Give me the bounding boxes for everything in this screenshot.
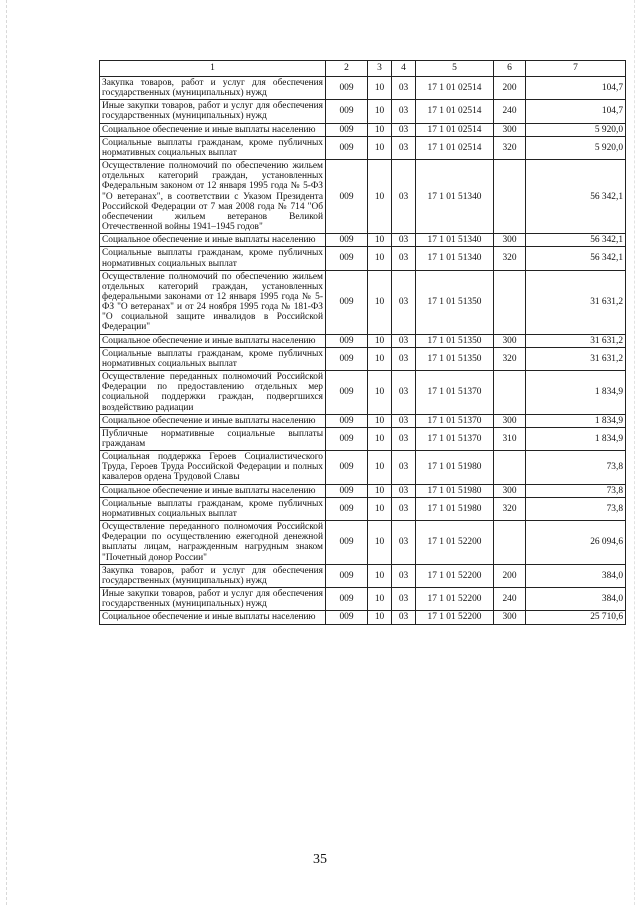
table-row: [100, 160, 626, 234]
row-target-article: 17 1 01 51370: [416, 427, 494, 450]
table-row: [100, 564, 626, 587]
row-target-article: 17 1 01 02514: [416, 136, 494, 159]
row-subsection-code: 03: [392, 521, 416, 565]
table-row: [100, 136, 626, 159]
row-subsection-code: 03: [392, 123, 416, 136]
header-col-1: 1: [100, 61, 326, 77]
row-subsection-code: 03: [392, 247, 416, 270]
scan-edge-left: [6, 0, 7, 905]
table-row: [100, 347, 626, 370]
header-col-4: 4: [392, 61, 416, 77]
row-ministry-code: 009: [326, 234, 368, 247]
header-col-3: 3: [368, 61, 392, 77]
row-section-code: 10: [368, 588, 392, 611]
row-amount: 73,8: [526, 484, 626, 497]
row-expense-type: 300: [494, 484, 526, 497]
row-target-article: 17 1 01 51340: [416, 160, 494, 234]
row-amount: 73,8: [526, 451, 626, 484]
row-expense-type: 240: [494, 100, 526, 123]
row-section-code: 10: [368, 414, 392, 427]
table-row: [100, 451, 626, 484]
row-expense-type: 300: [494, 334, 526, 347]
row-subsection-code: 03: [392, 77, 416, 100]
row-amount: 56 342,1: [526, 234, 626, 247]
row-section-code: 10: [368, 427, 392, 450]
row-name: Социальное обеспечение и иные выплаты населению: [100, 414, 326, 427]
row-name: Иные закупки товаров, работ и услуг для обеспечения государственных (муниципальных) нужд: [100, 588, 326, 611]
row-name: Иные закупки товаров, работ и услуг для обеспечения государственных (муниципальных) нужд: [100, 100, 326, 123]
row-subsection-code: 03: [392, 427, 416, 450]
row-name: Закупка товаров, работ и услуг для обеспечения государственных (муниципальных) нужд: [100, 77, 326, 100]
row-target-article: 17 1 01 51340: [416, 247, 494, 270]
row-name: Социальные выплаты гражданам, кроме публичных нормативных социальных выплат: [100, 497, 326, 520]
budget-table: [99, 60, 626, 625]
row-target-article: 17 1 01 51980: [416, 484, 494, 497]
row-amount: 384,0: [526, 588, 626, 611]
row-expense-type: [494, 521, 526, 565]
row-section-code: 10: [368, 247, 392, 270]
row-amount: 56 342,1: [526, 160, 626, 234]
row-target-article: 17 1 01 51340: [416, 234, 494, 247]
header-col-2: 2: [326, 61, 368, 77]
table-row: [100, 427, 626, 450]
row-expense-type: 240: [494, 588, 526, 611]
row-subsection-code: 03: [392, 414, 416, 427]
row-section-code: 10: [368, 234, 392, 247]
row-ministry-code: 009: [326, 521, 368, 565]
row-name: Социальное обеспечение и иные выплаты населению: [100, 334, 326, 347]
row-name: Социальная поддержка Героев Социалистического Труда, Героев Труда Российской Федерации и полных кавалеров ордена Трудовой Славы: [100, 451, 326, 484]
table-row: [100, 234, 626, 247]
page-number: 35: [313, 852, 327, 867]
row-subsection-code: 03: [392, 136, 416, 159]
row-section-code: 10: [368, 77, 392, 100]
row-subsection-code: 03: [392, 234, 416, 247]
row-expense-type: 300: [494, 414, 526, 427]
table-row: [100, 334, 626, 347]
row-ministry-code: 009: [326, 347, 368, 370]
table-row: [100, 247, 626, 270]
row-section-code: 10: [368, 497, 392, 520]
row-expense-type: [494, 160, 526, 234]
row-expense-type: 320: [494, 136, 526, 159]
row-ministry-code: 009: [326, 100, 368, 123]
row-target-article: 17 1 01 52200: [416, 611, 494, 624]
row-subsection-code: 03: [392, 371, 416, 415]
row-target-article: 17 1 01 51980: [416, 451, 494, 484]
row-target-article: 17 1 01 02514: [416, 77, 494, 100]
row-name: Осуществление переданных полномочий Российской Федерации по предоставлению отдельных мер социальной поддержки граждан, подвергшихся воздействию радиации: [100, 371, 326, 415]
row-amount: 104,7: [526, 100, 626, 123]
row-subsection-code: 03: [392, 564, 416, 587]
row-section-code: 10: [368, 100, 392, 123]
row-expense-type: 300: [494, 123, 526, 136]
row-name: Социальные выплаты гражданам, кроме публичных нормативных социальных выплат: [100, 347, 326, 370]
row-amount: 5 920,0: [526, 136, 626, 159]
row-amount: 31 631,2: [526, 334, 626, 347]
row-subsection-code: 03: [392, 451, 416, 484]
table-row: [100, 100, 626, 123]
row-amount: 26 094,6: [526, 521, 626, 565]
table-row: [100, 371, 626, 415]
row-ministry-code: 009: [326, 427, 368, 450]
row-target-article: 17 1 01 51370: [416, 414, 494, 427]
row-target-article: 17 1 01 52200: [416, 588, 494, 611]
row-ministry-code: 009: [326, 136, 368, 159]
scan-edge-right: [634, 0, 635, 905]
row-amount: 25 710,6: [526, 611, 626, 624]
row-subsection-code: 03: [392, 611, 416, 624]
row-section-code: 10: [368, 484, 392, 497]
table-header: [100, 61, 626, 77]
row-expense-type: 200: [494, 77, 526, 100]
table-row: [100, 414, 626, 427]
row-amount: 384,0: [526, 564, 626, 587]
row-section-code: 10: [368, 123, 392, 136]
row-name: Социальные выплаты гражданам, кроме публичных нормативных социальных выплат: [100, 247, 326, 270]
row-expense-type: [494, 371, 526, 415]
row-expense-type: 200: [494, 564, 526, 587]
row-subsection-code: 03: [392, 270, 416, 334]
row-expense-type: 320: [494, 347, 526, 370]
row-section-code: 10: [368, 347, 392, 370]
header-col-6: 6: [494, 61, 526, 77]
row-section-code: 10: [368, 451, 392, 484]
table-row: [100, 611, 626, 624]
row-amount: 104,7: [526, 77, 626, 100]
row-target-article: 17 1 01 51370: [416, 371, 494, 415]
row-amount: 56 342,1: [526, 247, 626, 270]
row-ministry-code: 009: [326, 371, 368, 415]
row-ministry-code: 009: [326, 414, 368, 427]
row-name: Социальные выплаты гражданам, кроме публичных нормативных социальных выплат: [100, 136, 326, 159]
row-ministry-code: 009: [326, 334, 368, 347]
row-expense-type: 300: [494, 234, 526, 247]
row-ministry-code: 009: [326, 588, 368, 611]
row-ministry-code: 009: [326, 497, 368, 520]
row-target-article: 17 1 01 02514: [416, 100, 494, 123]
table-row: [100, 123, 626, 136]
row-subsection-code: 03: [392, 334, 416, 347]
table-row: [100, 270, 626, 334]
table-row: [100, 497, 626, 520]
row-section-code: 10: [368, 270, 392, 334]
row-amount: 5 920,0: [526, 123, 626, 136]
row-target-article: 17 1 01 51980: [416, 497, 494, 520]
row-target-article: 17 1 01 51350: [416, 334, 494, 347]
row-name: Закупка товаров, работ и услуг для обеспечения государственных (муниципальных) нужд: [100, 564, 326, 587]
row-subsection-code: 03: [392, 588, 416, 611]
row-ministry-code: 009: [326, 160, 368, 234]
row-section-code: 10: [368, 611, 392, 624]
row-ministry-code: 009: [326, 611, 368, 624]
row-subsection-code: 03: [392, 497, 416, 520]
row-target-article: 17 1 01 51350: [416, 347, 494, 370]
row-amount: 1 834,9: [526, 371, 626, 415]
table-row: [100, 484, 626, 497]
row-expense-type: 320: [494, 497, 526, 520]
row-ministry-code: 009: [326, 270, 368, 334]
row-target-article: 17 1 01 02514: [416, 123, 494, 136]
row-name: Социальное обеспечение и иные выплаты населению: [100, 234, 326, 247]
row-expense-type: 310: [494, 427, 526, 450]
row-ministry-code: 009: [326, 451, 368, 484]
row-name: Осуществление полномочий по обеспечению жильем отдельных категорий граждан, установленных Федеральным законом от 12 января 1995 года № 5-ФЗ "О ветеранах", в соответствии с Указом Президента Российской Федерации от 7 мая 2008 года № 714 "Об обеспечении жильем ветеранов Великой Отечественной войны 1941–1945 годов": [100, 160, 326, 234]
row-name: Осуществление полномочий по обеспечению жильем отдельных категорий граждан, установленных федеральными законами от 12 января 1995 года № 5-ФЗ "О ветеранах" и от 24 ноября 1995 года № 181-ФЗ "О социальной защите инвалидов в Российской Федерации": [100, 270, 326, 334]
row-name: Социальное обеспечение и иные выплаты населению: [100, 484, 326, 497]
row-ministry-code: 009: [326, 77, 368, 100]
row-name: Публичные нормативные социальные выплаты гражданам: [100, 427, 326, 450]
row-ministry-code: 009: [326, 123, 368, 136]
row-subsection-code: 03: [392, 160, 416, 234]
row-section-code: 10: [368, 160, 392, 234]
row-amount: 31 631,2: [526, 347, 626, 370]
header-row: [100, 61, 626, 77]
row-amount: 1 834,9: [526, 414, 626, 427]
row-name: Социальное обеспечение и иные выплаты населению: [100, 611, 326, 624]
header-col-5: 5: [416, 61, 494, 77]
row-ministry-code: 009: [326, 484, 368, 497]
row-target-article: 17 1 01 52200: [416, 564, 494, 587]
row-expense-type: 300: [494, 611, 526, 624]
row-name: Социальное обеспечение и иные выплаты населению: [100, 123, 326, 136]
row-subsection-code: 03: [392, 100, 416, 123]
row-section-code: 10: [368, 564, 392, 587]
row-target-article: 17 1 01 51350: [416, 270, 494, 334]
row-expense-type: 320: [494, 247, 526, 270]
row-section-code: 10: [368, 136, 392, 159]
row-amount: 1 834,9: [526, 427, 626, 450]
table-row: [100, 521, 626, 565]
row-target-article: 17 1 01 52200: [416, 521, 494, 565]
header-col-7: 7: [526, 61, 626, 77]
row-expense-type: [494, 451, 526, 484]
row-section-code: 10: [368, 371, 392, 415]
row-ministry-code: 009: [326, 564, 368, 587]
row-subsection-code: 03: [392, 347, 416, 370]
table-row: [100, 588, 626, 611]
table-row: [100, 77, 626, 100]
row-name: Осуществление переданного полномочия Российской Федерации по осуществлению ежегодной денежной выплаты лицам, награжденным нагрудным знаком "Почетный донор России": [100, 521, 326, 565]
row-amount: 73,8: [526, 497, 626, 520]
row-section-code: 10: [368, 334, 392, 347]
row-subsection-code: 03: [392, 484, 416, 497]
row-expense-type: [494, 270, 526, 334]
row-amount: 31 631,2: [526, 270, 626, 334]
row-ministry-code: 009: [326, 247, 368, 270]
row-section-code: 10: [368, 521, 392, 565]
table-body: [100, 77, 626, 625]
